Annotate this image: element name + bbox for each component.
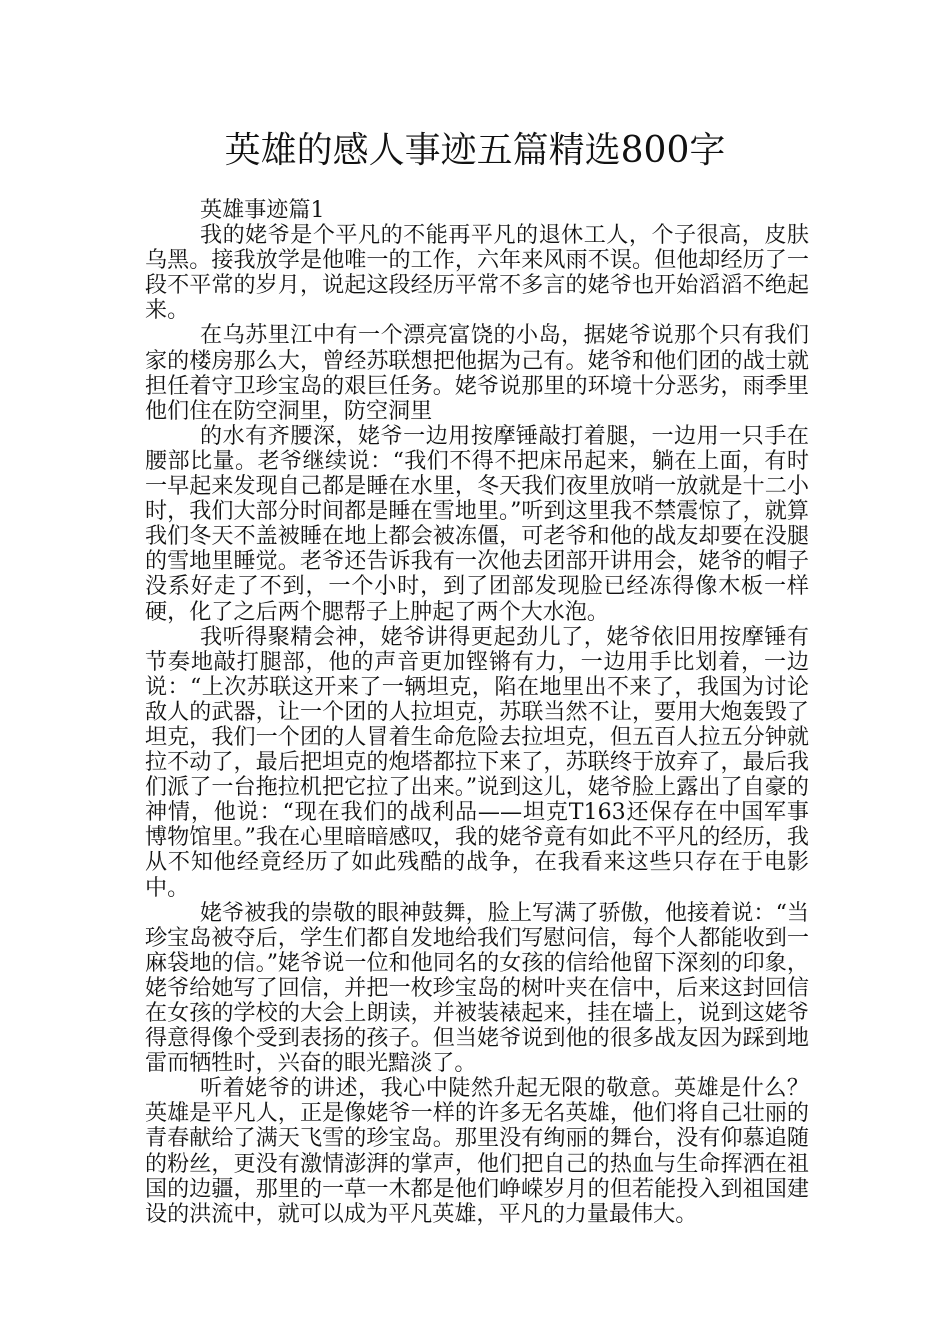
- article-body: [145, 198, 809, 1227]
- section-heading: 英雄事迹篇1: [200, 197, 325, 223]
- paragraph-3: 的水有齐腰深，姥爷一边用按摩锤敲打着腿，一边用一只手在腰部比量。老爷继续说：“我们不得不把床吊起来，躺在上面，有时一早起来发现自己都是睡在水里，冬天我们夜里放哨一放就是十二小时，我们大部分时间都是睡在雪地里。”听到这里我不禁震惊了，就算我们冬天不盖被睡在地上都会被冻僵，可老爷和他的战友却要在没腿的雪地里睡觉。老爷还告诉我有一次他去团部开讲用会，姥爷的帽子没系好走了不到，一个小时，到了团部发现脸已经冻得像木板一样硬，化了之后两个腮帮子上肿起了两个大水泡。: [145, 422, 809, 625]
- paragraph-1: 我的姥爷是个平凡的不能再平凡的退休工人，个子很高，皮肤乌黑。接我放学是他唯一的工作，六年来风雨不误。但他却经历了一段不平常的岁月，说起这段经历平常不多言的姥爷也开始滔滔不绝起来。: [145, 222, 809, 324]
- paragraph-6: 听着姥爷的讲述，我心中陡然升起无限的敬意。英雄是什么？英雄是平凡人，正是像姥爷一样的许多无名英雄，他们将自己壮丽的青春献给了满天飞雪的珍宝岛。那里没有绚丽的舞台，没有仰慕追随的粉丝，更没有激情澎湃的掌声，他们把自己的热血与生命挥洒在祖国的边疆，那里的一草一木都是他们峥嵘岁月的但若能投入到祖国建设的洪流中，就可以成为平凡英雄，平凡的力量最伟大。: [145, 1075, 809, 1227]
- paragraph-5: 姥爷被我的崇敬的眼神鼓舞，脸上写满了骄傲，他接着说：“当珍宝岛被夺后，学生们都自发地给我们写慰问信，每个人都能收到一麻袋地的信。”姥爷说一位和他同名的女孩的信给他留下深刻的印象，姥爷给她写了回信，并把一枚珍宝岛的树叶夹在信中，后来这封回信在女孩的学校的大会上朗读，并被装裱起来，挂在墙上，说到这姥爷得意得像个受到表扬的孩子。但当姥爷说到他的很多战友因为踩到地雷而牺牲时，兴奋的眼光黯淡了。: [145, 899, 809, 1077]
- paragraph-2: 在乌苏里江中有一个漂亮富饶的小岛，据姥爷说那个只有我们家的楼房那么大，曾经苏联想把他据为己有。姥爷和他们团的战士就担任着守卫珍宝岛的艰巨任务。姥爷说那里的环境十分恶劣，雨季里他们住在防空洞里，防空洞里: [145, 322, 809, 424]
- document-title: 英雄的感人事迹五篇精选800字: [224, 130, 726, 171]
- paragraph-4: 我听得聚精会神，姥爷讲得更起劲儿了，姥爷依旧用按摩锤有节奏地敲打腿部，他的声音更加铿锵有力，一边用手比划着，一边说：“上次苏联这开来了一辆坦克，陷在地里出不来了，我国为讨论敌人的武器，让一个团的人拉坦克，苏联当然不让，要用大炮轰毁了坦克，我们一个团的人冒着生命危险去拉坦克，但五百人拉五分钟就拉不动了，最后把坦克的炮塔都拉下来了，苏联终于放弃了，最后我们派了一台拖拉机把它拉了出来。”说到这儿，姥爷脸上露出了自豪的神情，他说：“现在我们的战利品——坦克T163还保存在中国军事博物馆里。”我在心里暗暗感叹，我的姥爷竟有如此不平凡的经历，我从不知他经竟经历了如此残酷的战争，在我看来这些只存在于电影中。: [145, 623, 809, 901]
